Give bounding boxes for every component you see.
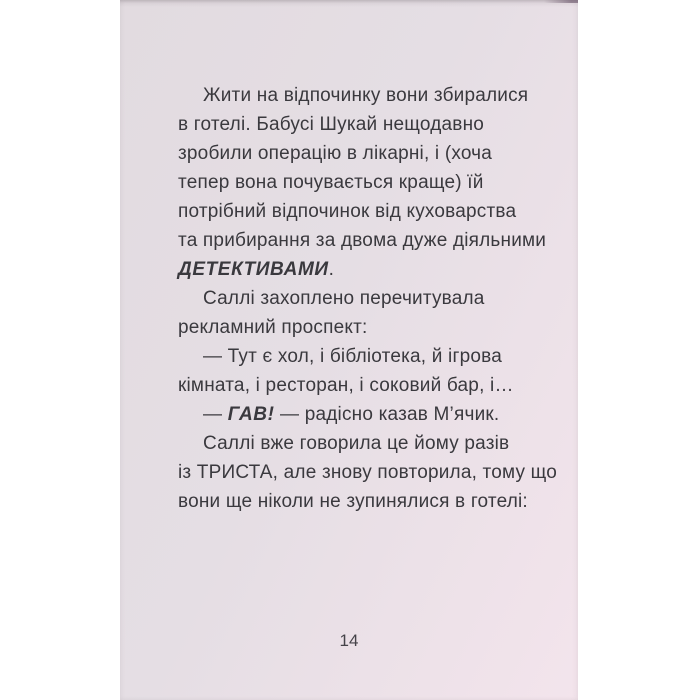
text-segment: рекламний проспект:: [178, 317, 368, 338]
text-line: [178, 197, 557, 226]
text-segment: — Тут є хол, і бібліотека, й ігрова: [203, 346, 502, 367]
text-line: [178, 371, 557, 400]
page-text: [178, 81, 557, 516]
text-line: [178, 81, 557, 110]
page-top-edge-shadow: [544, 0, 578, 3]
text-segment: — радісно казав М’ячик.: [274, 404, 500, 425]
text-line: [178, 429, 557, 458]
text-segment: із ТРИСТА, але знову повторила, тому що: [178, 462, 558, 483]
text-line: [178, 487, 557, 516]
text-line: [178, 168, 557, 197]
text-segment: .: [328, 259, 335, 280]
text-segment: та прибирання за двома дуже діяльними: [178, 230, 547, 251]
book-page: [120, 0, 578, 700]
text-segment: Саллі вже говорила це йому разів: [203, 433, 510, 454]
text-segment: кімната, і ресторан, і соковий бар, і…: [178, 375, 514, 396]
text-segment: потрібний відпочинок від куховарства: [178, 201, 517, 222]
text-line: [178, 255, 557, 284]
page-number: 14: [339, 631, 359, 650]
emphasis-text: ДЕТЕКТИВАМИ: [178, 259, 329, 280]
text-segment: вони ще ніколи не зупинялися в готелі:: [178, 491, 528, 512]
text-segment: тепер вона почувається краще) їй: [178, 172, 484, 193]
text-segment: Жити на відпочинку вони збиралися: [203, 85, 529, 106]
text-segment: зробили операцію в лікарні, і (хоча: [178, 143, 493, 164]
emphasis-text: ГАВ!: [227, 404, 275, 425]
text-line: [178, 458, 557, 487]
text-line: [178, 284, 557, 313]
text-segment: в готелі. Бабусі Шукай нещодавно: [178, 114, 485, 135]
text-line: [178, 110, 557, 139]
text-segment: —: [203, 404, 228, 425]
text-line: [178, 400, 557, 429]
text-line: [178, 342, 557, 371]
text-line: [178, 139, 557, 168]
text-line: [178, 226, 557, 255]
text-segment: Саллі захоплено перечитувала: [203, 288, 485, 309]
text-line: [178, 313, 557, 342]
